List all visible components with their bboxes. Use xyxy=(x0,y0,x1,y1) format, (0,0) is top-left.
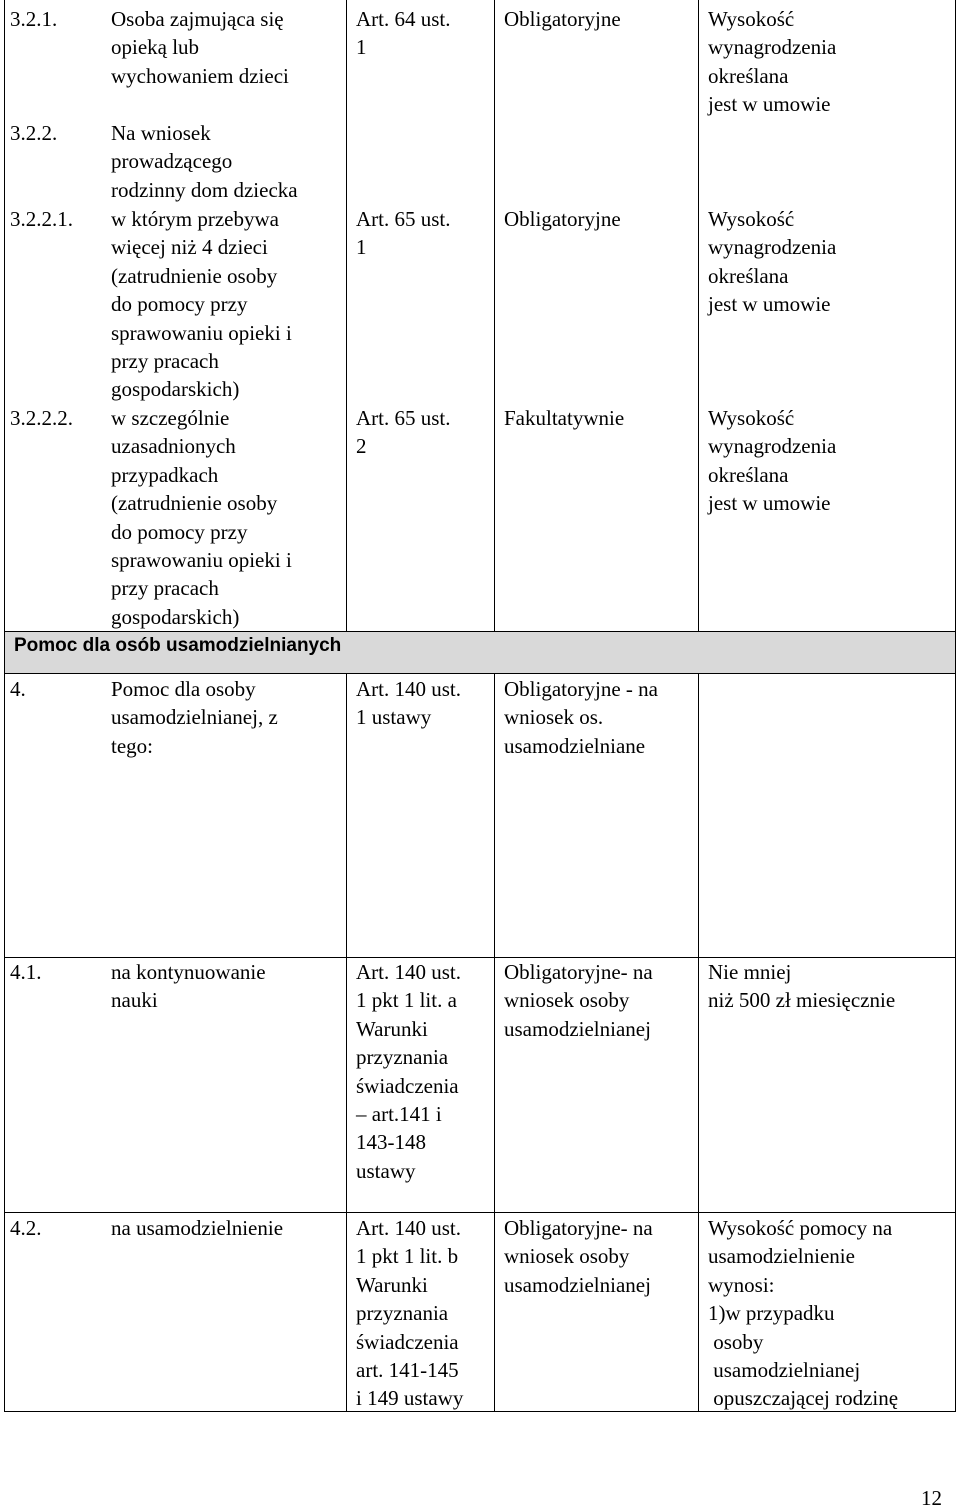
page-number: 12 xyxy=(921,1486,942,1510)
benefit-amount: Nie mniej niż 500 zł miesięcznie xyxy=(708,960,896,1013)
row-number: 3.2.1. xyxy=(10,7,58,31)
column-divider-3 xyxy=(698,0,699,631)
obligation-status: Obligatoryjne- na wniosek osoby usamodzielnianej xyxy=(504,1216,653,1297)
obligation-status: Obligatoryjne - na wniosek os. usamodzielniane xyxy=(504,677,658,758)
row-number: 4.2. xyxy=(10,1216,42,1240)
section-header: Pomoc dla osób usamodzielnianych xyxy=(14,635,342,656)
legal-basis: Art. 140 ust. 1 pkt 1 lit. a Warunki przyznania świadczenia – art.141 i 143-148 ustawy xyxy=(356,960,461,1183)
row-description: Na wniosek prowadzącego rodzinny dom dziecka xyxy=(111,121,298,202)
legal-basis: Art. 65 ust. 1 xyxy=(356,207,451,260)
table-border-right xyxy=(955,0,956,1412)
section-bottom-border xyxy=(4,673,956,674)
obligation-status: Obligatoryjne xyxy=(504,7,621,31)
row-description: na kontynuowanie nauki xyxy=(111,960,266,1013)
legal-basis: Art. 64 ust. 1 xyxy=(356,7,451,60)
column-divider-1 xyxy=(346,0,347,631)
obligation-status: Fakultatywnie xyxy=(504,406,625,430)
benefit-amount: Wysokość pomocy na usamodzielnienie wynosi: 1)w przypadku osoby usamodzielnianej opuszczającej rodzinę xyxy=(708,1216,899,1411)
row-number: 3.2.2.2. xyxy=(10,406,73,430)
obligation-status: Obligatoryjne- na wniosek osoby usamodzielnianej xyxy=(504,960,653,1041)
column-divider-1b xyxy=(346,673,347,1412)
row-divider-4-2 xyxy=(4,1212,956,1213)
row-description: w którym przebywa więcej niż 4 dzieci (zatrudnienie osoby do pomocy przy sprawowaniu opieki i przy pracach gospodarskich) xyxy=(111,207,292,402)
row-number: 4.1. xyxy=(10,960,42,984)
row-description: na usamodzielnienie xyxy=(111,1216,284,1240)
legal-basis: Art. 140 ust. 1 pkt 1 lit. b Warunki przyznania świadczenia art. 141-145 i 149 ustawy xyxy=(356,1216,464,1411)
row-number: 3.2.2.1. xyxy=(10,207,73,231)
row-description: w szczególnie uzasadnionych przypadkach (zatrudnienie osoby do pomocy przy sprawowaniu opieki i przy pracach gospodarskich) xyxy=(111,406,292,629)
benefit-amount: Wysokość wynagrodzenia określana jest w umowie xyxy=(708,7,837,117)
legal-basis: Art. 65 ust. 2 xyxy=(356,406,451,459)
obligation-status: Obligatoryjne xyxy=(504,207,621,231)
table-border-left xyxy=(4,0,5,1412)
column-divider-3b xyxy=(698,673,699,1412)
row-description: Osoba zajmująca się opieką lub wychowaniem dzieci xyxy=(111,7,289,88)
column-divider-2 xyxy=(494,0,495,631)
row-number: 4. xyxy=(10,677,26,701)
benefit-amount: Wysokość wynagrodzenia określana jest w umowie xyxy=(708,207,837,317)
row-description: Pomoc dla osoby usamodzielnianej, z tego: xyxy=(111,677,278,758)
row-number: 3.2.2. xyxy=(10,121,58,145)
benefit-amount: Wysokość wynagrodzenia określana jest w umowie xyxy=(708,406,837,516)
column-divider-2b xyxy=(494,673,495,1412)
legal-basis: Art. 140 ust. 1 ustawy xyxy=(356,677,461,730)
